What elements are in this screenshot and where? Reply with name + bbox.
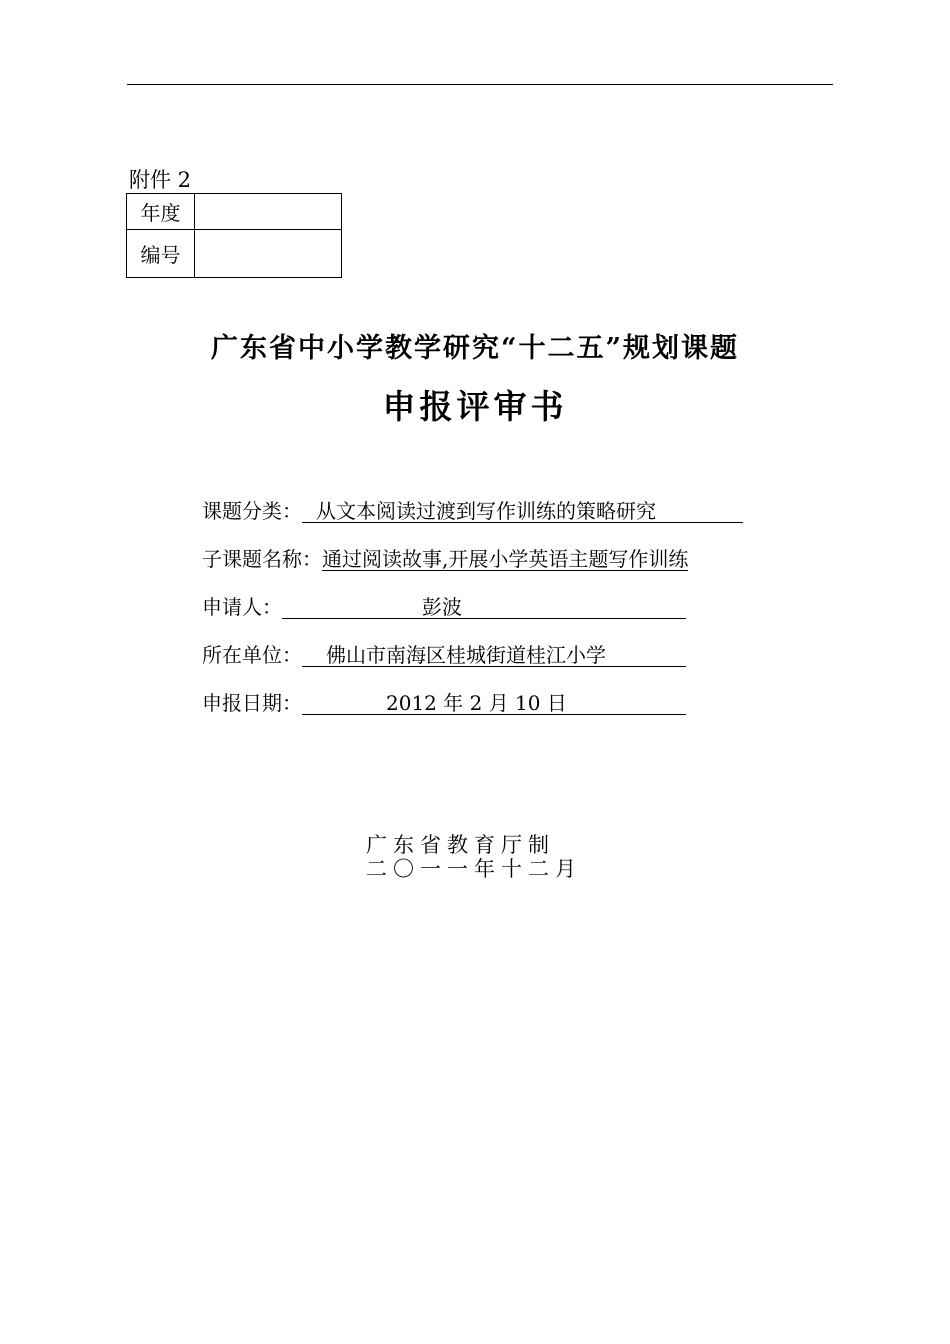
year-value (195, 194, 342, 230)
number-value (195, 230, 342, 278)
field-applicant (202, 594, 686, 620)
applicant-label: 申请人： (202, 595, 282, 619)
field-unit (202, 642, 686, 668)
date-value: 2012 年 2 月 10 日 (302, 692, 686, 715)
field-date (202, 690, 686, 716)
unit-value: 佛山市南海区桂城街道桂江小学 (302, 644, 686, 667)
year-label: 年度 (127, 194, 195, 230)
unit-label: 所在单位： (202, 643, 302, 667)
subtopic-value: 通过阅读故事,开展小学英语主题写作训练 (322, 547, 689, 571)
subtopic-label: 子课题名称： (202, 547, 322, 571)
category-label: 课题分类： (202, 499, 302, 523)
date-label: 申报日期： (202, 691, 302, 715)
applicant-value: 彭波 (282, 596, 686, 619)
number-label: 编号 (127, 230, 195, 278)
document-subtitle: 申报评审书 (382, 387, 568, 426)
category-value: 从文本阅读过渡到写作训练的策略研究 (302, 500, 743, 523)
header-rule (127, 84, 833, 85)
number-row (127, 230, 342, 278)
document-title: 广东省中小学教学研究“十二五”规划课题 (210, 333, 740, 364)
issue-date-text: 二〇一一年十二月 (366, 857, 582, 881)
year-number-table (126, 193, 342, 278)
issuer-text: 广东省教育厅制 (366, 833, 555, 857)
field-subtopic (202, 546, 688, 572)
attachment-label: 附件 2 (129, 168, 192, 192)
year-row (127, 194, 342, 230)
field-category (202, 498, 743, 524)
